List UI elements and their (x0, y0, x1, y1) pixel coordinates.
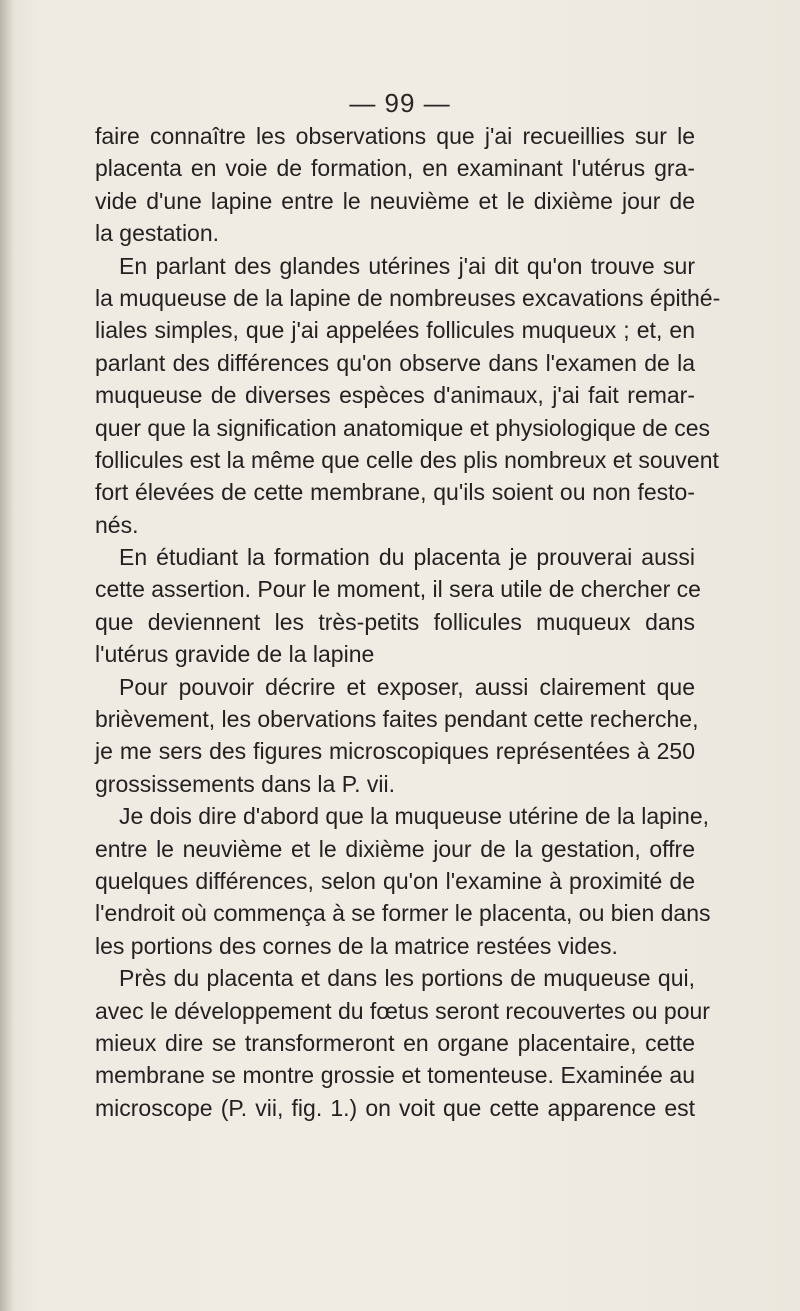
text-line: que deviennent les très-petits follicules muqueux dans (95, 608, 695, 635)
text-line: membrane se montre grossie et tomenteuse. Examinée au (95, 1062, 695, 1089)
text-line: follicules est la même que celle des plis nombreux et souvent (95, 446, 719, 473)
text-line: liales simples, que j'ai appelées follicules muqueux ; et, en (95, 317, 695, 344)
spine-shadow (0, 0, 14, 1311)
text-line: En étudiant la formation du placenta je prouverai aussi (119, 544, 695, 571)
text-line: grossissements dans la P. vii. (95, 770, 395, 797)
body-text (95, 120, 721, 1124)
text-line: placenta en voie de formation, en examinant l'utérus gra- (95, 155, 695, 182)
text-line: l'utérus gravide de la lapine (95, 641, 375, 668)
text-line: nés. (95, 511, 139, 538)
text-line: vide d'une lapine entre le neuvième et le dixième jour de (95, 187, 695, 214)
text-line: Pour pouvoir décrire et exposer, aussi clairement que (119, 673, 695, 700)
text-line: En parlant des glandes utérines j'ai dit qu'on trouve sur (119, 252, 695, 279)
text-line: quer que la signification anatomique et physiologique de ces (95, 414, 711, 441)
text-line: cette assertion. Pour le moment, il sera utile de chercher ce (95, 576, 701, 603)
text-line: parlant des différences qu'on observe dans l'examen de la (95, 349, 695, 376)
text-line: je me sers des figures microscopiques représentées à 250 (95, 738, 695, 765)
text-line: muqueuse de diverses espèces d'animaux, j'ai fait remar- (95, 382, 695, 409)
text-line: microscope (P. vii, fig. 1.) on voit que cette apparence est (95, 1094, 695, 1121)
text-line: entre le neuvième et le dixième jour de la gestation, offre (95, 835, 695, 862)
text-line: quelques différences, selon qu'on l'examine à proximité de (95, 867, 695, 894)
text-line: avec le développement du fœtus seront recouvertes ou pour (95, 997, 710, 1024)
text-line: Je dois dire d'abord que la muqueuse utérine de la lapine, (119, 803, 710, 830)
text-line: faire connaître les observations que j'ai recueillies sur le (95, 123, 695, 149)
text-line: les portions des cornes de la matrice restées vides. (95, 932, 618, 959)
text-line: mieux dire se transformeront en organe placentaire, cette (95, 1029, 695, 1056)
page-number: — 99 — (349, 88, 451, 118)
text-line: la muqueuse de la lapine de nombreuses excavations épithé- (95, 284, 721, 311)
text-line: l'endroit où commença à se former le placenta, ou bien dans (95, 900, 711, 927)
text-line: Près du placenta et dans les portions de muqueuse qui, (119, 965, 695, 992)
text-line: brièvement, les obervations faites pendant cette recherche, (95, 706, 699, 733)
text-line: la gestation. (95, 220, 220, 247)
text-line: fort élevées de cette membrane, qu'ils soient ou non festo- (95, 479, 695, 506)
